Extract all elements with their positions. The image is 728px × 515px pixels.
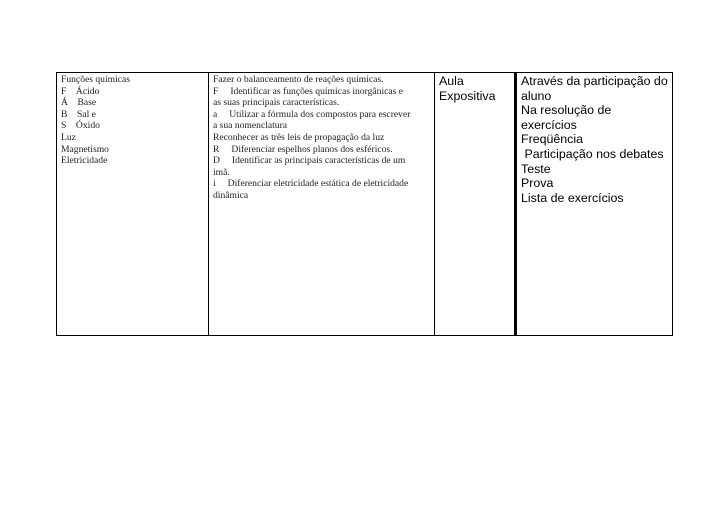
objectives-cell [209, 73, 435, 336]
evaluation-line: Freqüência [521, 132, 583, 147]
objective-line: a sua nomenclatura [213, 120, 288, 132]
methodology-line: Expositiva [439, 88, 496, 103]
content-line: Funções químicas [61, 74, 131, 85]
content-line: Eletricidade [61, 155, 108, 167]
table-row [57, 73, 673, 336]
objective-line: F Identificar as funções químicas inorgânicas e [213, 85, 404, 97]
evaluation-line: Teste [521, 161, 551, 176]
objective-line: D Identificar as principais características de um [213, 155, 406, 167]
content-line: B Sal e [61, 108, 96, 120]
objective-line: R Diferenciar espelhos planos dos esféricos. [213, 143, 393, 155]
objective-line: i Diferenciar eletricidade estática de eletricidade [213, 178, 409, 190]
evaluation-line: Na resolução de [521, 103, 612, 118]
evaluation-line: aluno [521, 88, 552, 103]
methodology-cell [435, 73, 516, 336]
objective-line: Reconhecer as três leis de propagação da luz [213, 131, 385, 143]
lesson-plan-table [56, 72, 673, 336]
objective-line: as suas principais características. [213, 97, 340, 109]
objective-line: Fazer o balanceamento de reações químicas. [213, 74, 384, 85]
evaluation-line: exercícios [521, 117, 577, 132]
content-line: Luz [61, 131, 76, 143]
content-line: Magnetismo [61, 143, 109, 155]
content-line: Á Base [61, 97, 97, 109]
content-line: F Ácido [61, 85, 100, 97]
evaluation-line: Através da participação do [521, 74, 668, 88]
content-cell [57, 73, 209, 336]
objective-line: a Utilizar a fórmula dos compostos para escrever [213, 108, 411, 120]
evaluation-line: Participação nos debates [521, 146, 664, 161]
objective-line: dinâmica [213, 189, 249, 201]
evaluation-line: Lista de exercícios [521, 190, 624, 205]
methodology-line: Aula [439, 74, 464, 88]
objective-line: imã. [213, 166, 230, 178]
content-line: S Óxido [61, 120, 100, 132]
evaluation-line: Prova [521, 176, 554, 191]
evaluation-cell [516, 73, 673, 336]
